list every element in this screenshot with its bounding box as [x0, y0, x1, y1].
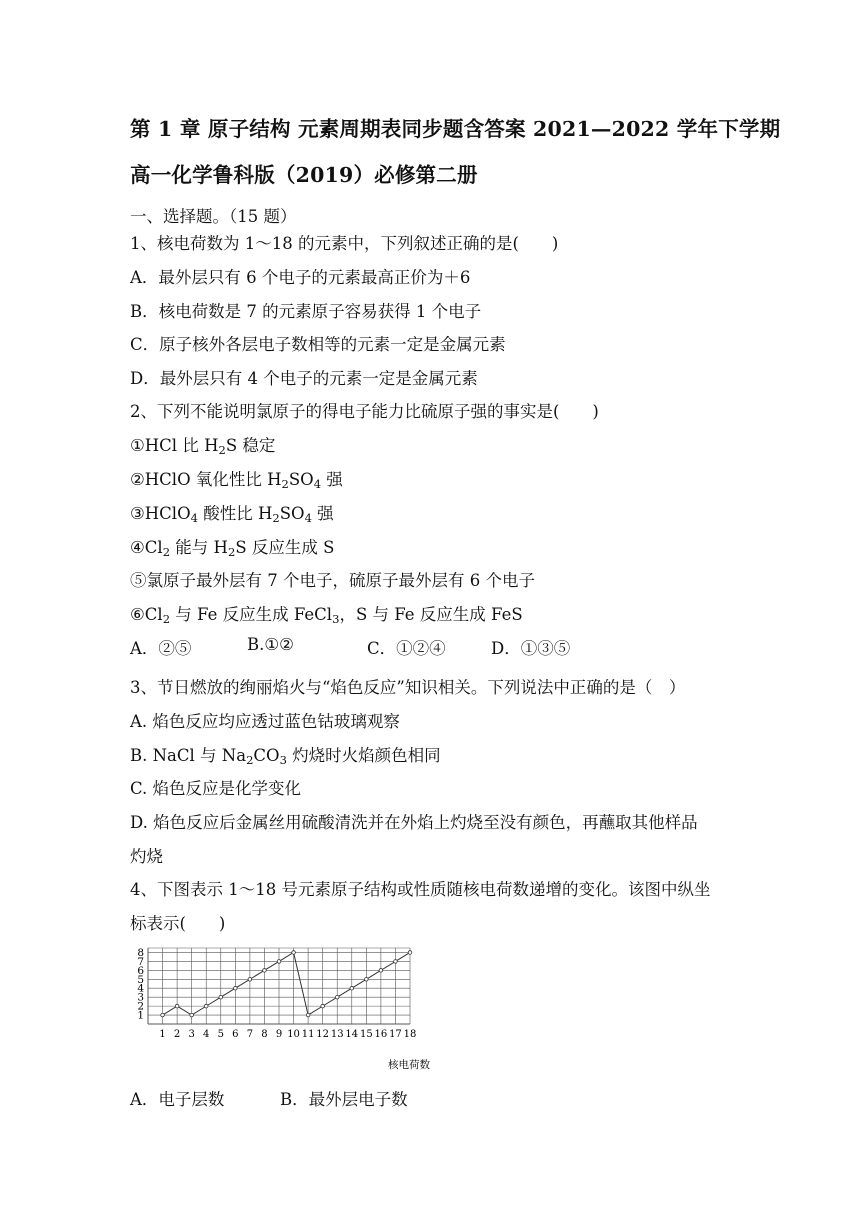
q2-statement-5: ⑤氯原子最外层有 7 个电子，硫原子最外层有 6 个电子 — [130, 571, 535, 590]
x-tick-label: 14 — [345, 1029, 359, 1040]
x-tick-label: 12 — [316, 1029, 330, 1040]
x-tick-label: 1 — [159, 1029, 166, 1040]
chart-x-ticks — [159, 1029, 416, 1040]
q2-stem: 2、下列不能说明氯原子的得电子能力比硫原子强的事实是( ) — [130, 402, 599, 421]
data-point — [306, 1013, 310, 1017]
q3-option-d-line2: 灼烧 — [130, 847, 163, 866]
q4-stem-line1: 4、下图表示 1～18 号元素原子结构或性质随核电荷数递增的变化。该图中纵坐 — [130, 880, 711, 899]
q1-stem: 1、核电荷数为 1～18 的元素中，下列叙述正确的是( ) — [130, 234, 559, 253]
x-tick-label: 13 — [330, 1029, 344, 1040]
data-point — [175, 1004, 179, 1008]
data-point — [394, 960, 398, 964]
data-point — [248, 977, 252, 981]
q4-option-b: B．最外层电子数 — [280, 1090, 408, 1109]
x-tick-label: 16 — [374, 1029, 388, 1040]
data-point — [365, 977, 369, 981]
x-tick-label: 11 — [301, 1029, 315, 1040]
x-tick-label: 17 — [389, 1029, 402, 1040]
chart-points — [161, 951, 412, 1017]
q2-option-d: D．①③⑤ — [491, 639, 571, 658]
data-point — [234, 986, 238, 990]
data-point — [277, 960, 281, 964]
q1-option-a: A．最外层只有 6 个电子的元素最高正价为＋6 — [130, 268, 471, 287]
data-point — [350, 986, 354, 990]
q2-option-b: B.①② — [247, 635, 294, 654]
data-point — [408, 951, 412, 955]
doc-title-line2: 高一化学鲁科版（2019）必修第二册 — [130, 163, 478, 187]
x-tick-label: 4 — [203, 1029, 210, 1040]
q2-option-c: C．①②④ — [367, 639, 446, 658]
data-point — [335, 995, 339, 999]
y-tick-label: 7 — [137, 955, 144, 968]
data-point — [292, 951, 296, 955]
q4-stem-line2: 标表示( ) — [130, 914, 226, 933]
section-heading: 一、选择题。（15 题） — [130, 207, 297, 226]
data-point — [161, 1013, 165, 1017]
q4-option-a: A．电子层数 — [130, 1090, 225, 1109]
y-tick-label: 1 — [137, 1009, 144, 1022]
q2-statement-4: $④Cl_2$ 能与 $H_2S$ 反应生成 S — [130, 538, 335, 559]
x-tick-label: 5 — [217, 1029, 224, 1040]
x-tick-label: 3 — [188, 1029, 195, 1040]
q2-statement-3: ③HClO$_4$ 酸性比 $H_2SO_4$ 强 — [130, 504, 334, 525]
data-point — [219, 995, 223, 999]
data-point — [263, 969, 267, 973]
x-tick-label: 15 — [359, 1029, 373, 1040]
q4-line-chart — [130, 940, 430, 1075]
x-tick-label: 7 — [246, 1029, 254, 1040]
q1-option-b: B．核电荷数是 7 的元素原子容易获得 1 个电子 — [130, 302, 482, 321]
doc-title-line1: 第 1 章 原子结构 元素周期表同步题含答案 2021—2022 学年下学期 — [130, 117, 781, 141]
data-point — [190, 1013, 194, 1017]
data-point — [204, 1004, 208, 1008]
q3-option-c: C. 焰色反应是化学变化 — [130, 779, 302, 798]
q2-statement-2: ②HClO 氧化性比 $H_2SO_4$ 强 — [130, 470, 343, 491]
chart-y-ticks — [137, 947, 144, 1022]
y-tick-label: 2 — [137, 1000, 144, 1013]
q3-option-b: B. NaCl 与 $Na_2CO_3$ 灼烧时火焰颜色相同 — [130, 746, 441, 767]
q1-option-c: C．原子核外各层电子数相等的元素一定是金属元素 — [130, 335, 506, 354]
chart-x-axis-label: 核电荷数 — [388, 1059, 430, 1071]
y-tick-label: 4 — [137, 982, 144, 995]
chart-series-line — [163, 952, 410, 1015]
q3-option-d-line1: D. 焰色反应后金属丝用硫酸清洗并在外焰上灼烧至没有颜色，再蘸取其他样品 — [130, 813, 698, 832]
x-tick-label: 9 — [275, 1029, 283, 1040]
x-tick-label: 18 — [403, 1029, 417, 1040]
x-tick-label: 2 — [173, 1029, 181, 1040]
q2-statement-1: ①HCl 比 $H_2S$ 稳定 — [130, 436, 276, 457]
y-tick-label: 8 — [137, 946, 144, 959]
x-tick-label: 8 — [261, 1029, 268, 1040]
q1-option-d: D．最外层只有 4 个电子的元素一定是金属元素 — [130, 369, 478, 388]
data-point — [321, 1004, 325, 1008]
q3-option-a: A. 焰色反应均应透过蓝色钴玻璃观察 — [130, 712, 400, 731]
y-tick-label: 6 — [137, 964, 144, 977]
q2-statement-6: $⑥Cl_2$ 与 Fe 反应生成 FeCl$_3$，S 与 Fe 反应生成 FeS — [130, 605, 523, 626]
q3-stem: 3、节日燃放的绚丽焰火与“焰色反应”知识相关。下列说法中正确的是（ ） — [130, 678, 686, 697]
y-tick-label: 3 — [137, 991, 144, 1004]
q2-option-a: A．②⑤ — [130, 639, 192, 658]
x-tick-label: 10 — [287, 1029, 300, 1040]
data-point — [379, 969, 383, 973]
y-tick-label: 5 — [137, 973, 144, 986]
x-tick-label: 6 — [232, 1029, 239, 1040]
